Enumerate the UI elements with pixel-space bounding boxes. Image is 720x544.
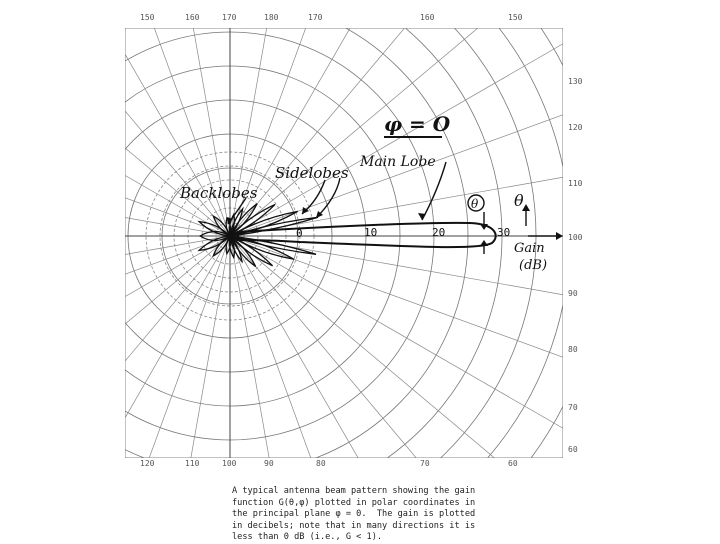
top-edge-labels xyxy=(140,13,523,22)
bottom-edge-label: 90 xyxy=(264,459,274,468)
gain-label: Gain xyxy=(514,241,545,256)
caption-line: less than 0 dB (i.e., G < 1). xyxy=(232,532,383,542)
right-edge-label: 110 xyxy=(568,179,583,188)
grid-spoke xyxy=(0,236,230,536)
bottom-edge-labels xyxy=(140,459,518,468)
grid-spoke xyxy=(0,236,230,340)
top-edge-label: 170 xyxy=(222,13,237,22)
grid-spoke xyxy=(25,236,230,540)
right-edge-label: 130 xyxy=(568,77,583,86)
grid-spoke xyxy=(0,236,230,441)
top-edge-label: 170 xyxy=(308,13,323,22)
grid-spoke xyxy=(0,236,230,540)
radial-tick-0: 0 xyxy=(296,227,303,240)
caption-line: A typical antenna beam pattern showing the gain xyxy=(232,486,476,496)
bottom-edge-label: 120 xyxy=(140,459,155,468)
right-edge-label: 120 xyxy=(568,123,583,132)
radial-tick-30: 30 xyxy=(497,226,511,239)
right-edge-label: 80 xyxy=(568,345,578,354)
backlobes-label: Backlobes xyxy=(180,184,258,202)
caption-line: function G(θ,φ) plotted in polar coordinates in xyxy=(232,497,476,508)
sidelobes-label: Sidelobes xyxy=(275,164,349,182)
bottom-edge-label: 110 xyxy=(185,459,200,468)
right-edge-label: 100 xyxy=(568,233,583,242)
gain-unit-label: (dB) xyxy=(519,258,548,273)
bottom-edge-label: 70 xyxy=(420,459,430,468)
right-edge-labels xyxy=(568,77,583,454)
plane-label: φ = O xyxy=(384,112,451,136)
right-edge-label: 60 xyxy=(568,445,578,454)
caption-line: in decibels; note that in many directions it is xyxy=(232,520,476,531)
radial-tick-20: 20 xyxy=(432,226,446,239)
theta-label: θ xyxy=(514,191,524,210)
grid-spoke xyxy=(230,132,720,236)
grid-spoke xyxy=(230,236,720,340)
top-edge-label: 150 xyxy=(508,13,523,22)
figure-caption xyxy=(232,486,562,544)
top-edge-label: 160 xyxy=(185,13,200,22)
bottom-edge-label: 100 xyxy=(222,459,237,468)
grid-spoke xyxy=(0,236,230,540)
grid-spoke xyxy=(230,236,720,441)
grid-spoke xyxy=(0,31,230,236)
main-lobe-label: Main Lobe xyxy=(360,154,436,170)
grid-spoke xyxy=(126,236,230,540)
grid-spoke xyxy=(230,0,530,236)
top-edge-label: 150 xyxy=(140,13,155,22)
theta-circle-label: θ xyxy=(471,197,479,211)
bottom-edge-label: 60 xyxy=(508,459,518,468)
radial-tick-10: 10 xyxy=(364,226,378,239)
top-edge-label: 180 xyxy=(264,13,279,22)
top-edge-label: 160 xyxy=(420,13,435,22)
grid-spoke xyxy=(0,236,230,540)
caption-line: the principal plane φ = 0. The gain is plotted xyxy=(232,509,476,519)
bottom-edge-label: 80 xyxy=(316,459,326,468)
right-edge-label: 90 xyxy=(568,289,578,298)
grid-spoke xyxy=(230,0,690,236)
right-edge-label: 70 xyxy=(568,403,578,412)
